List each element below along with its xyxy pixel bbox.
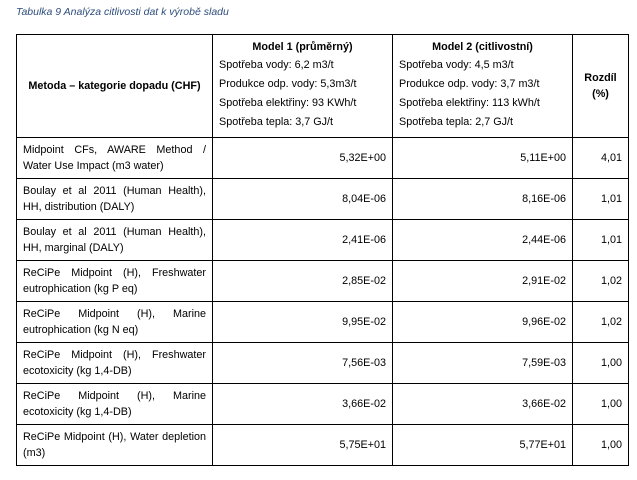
row-diff: 1,02: [573, 261, 629, 302]
row-model2: 8,16E-06: [393, 179, 573, 220]
row-model2: 9,96E-02: [393, 302, 573, 343]
row-model1: 2,41E-06: [213, 220, 393, 261]
table-row: [17, 302, 629, 343]
model2-line: Spotřeba tepla: 2,7 GJ/t: [399, 115, 514, 128]
sensitivity-table: [16, 34, 629, 466]
row-model2: 2,91E-02: [393, 261, 573, 302]
header-rozdil: Rozdíl (%): [573, 35, 629, 138]
row-metoda: ReCiPe Midpoint (H), Marine ecotoxicity (kg 1,4-DB): [17, 384, 213, 425]
header-model2: [393, 35, 573, 138]
row-metoda: Boulay et al 2011 (Human Health), HH, marginal (DALY): [17, 220, 213, 261]
model1-line: Produkce odp. vody: 5,3m3/t: [219, 77, 357, 90]
table-row: [17, 343, 629, 384]
row-metoda: Midpoint CFs, AWARE Method / Water Use Impact (m3 water): [17, 138, 213, 179]
model1-line: Spotřeba vody: 6,2 m3/t: [219, 58, 334, 71]
table-row: [17, 261, 629, 302]
model1-title: Model 1 (průměrný): [252, 40, 353, 53]
row-model1: 8,04E-06: [213, 179, 393, 220]
row-diff: 1,00: [573, 384, 629, 425]
row-metoda: ReCiPe Midpoint (H), Water depletion (m3): [17, 425, 213, 466]
row-diff: 1,00: [573, 425, 629, 466]
row-diff: 1,01: [573, 179, 629, 220]
row-diff: 1,01: [573, 220, 629, 261]
row-model1: 9,95E-02: [213, 302, 393, 343]
table-row: [17, 138, 629, 179]
model2-line: Spotřeba vody: 4,5 m3/t: [399, 58, 514, 71]
model2-line: Produkce odp. vody: 3,7 m3/t: [399, 77, 540, 90]
row-model1: 2,85E-02: [213, 261, 393, 302]
row-model2: 2,44E-06: [393, 220, 573, 261]
table-row: [17, 384, 629, 425]
table-row: [17, 425, 629, 466]
row-model2: 5,77E+01: [393, 425, 573, 466]
row-diff: 4,01: [573, 138, 629, 179]
row-model2: 7,59E-03: [393, 343, 573, 384]
row-model2: 3,66E-02: [393, 384, 573, 425]
header-metoda: Metoda – kategorie dopadu (CHF): [17, 35, 213, 138]
table-row: [17, 179, 629, 220]
row-metoda: ReCiPe Midpoint (H), Marine eutrophication (kg N eq): [17, 302, 213, 343]
table-caption: Tabulka 9 Analýza citlivosti dat k výrobě sladu: [16, 6, 229, 18]
row-diff: 1,00: [573, 343, 629, 384]
row-metoda: ReCiPe Midpoint (H), Freshwater ecotoxicity (kg 1,4-DB): [17, 343, 213, 384]
header-model1: [213, 35, 393, 138]
row-metoda: Boulay et al 2011 (Human Health), HH, distribution (DALY): [17, 179, 213, 220]
row-diff: 1,02: [573, 302, 629, 343]
model2-title: Model 2 (citlivostní): [432, 40, 533, 53]
model1-line: Spotřeba tepla: 3,7 GJ/t: [219, 115, 334, 128]
row-model1: 3,66E-02: [213, 384, 393, 425]
row-model1: 5,32E+00: [213, 138, 393, 179]
model1-line: Spotřeba elektřiny: 93 KWh/t: [219, 96, 357, 109]
row-model2: 5,11E+00: [393, 138, 573, 179]
row-model1: 5,75E+01: [213, 425, 393, 466]
header-row: [17, 35, 629, 138]
row-model1: 7,56E-03: [213, 343, 393, 384]
row-metoda: ReCiPe Midpoint (H), Freshwater eutrophication (kg P eq): [17, 261, 213, 302]
model2-line: Spotřeba elektřiny: 113 kWh/t: [399, 96, 540, 109]
table-row: [17, 220, 629, 261]
